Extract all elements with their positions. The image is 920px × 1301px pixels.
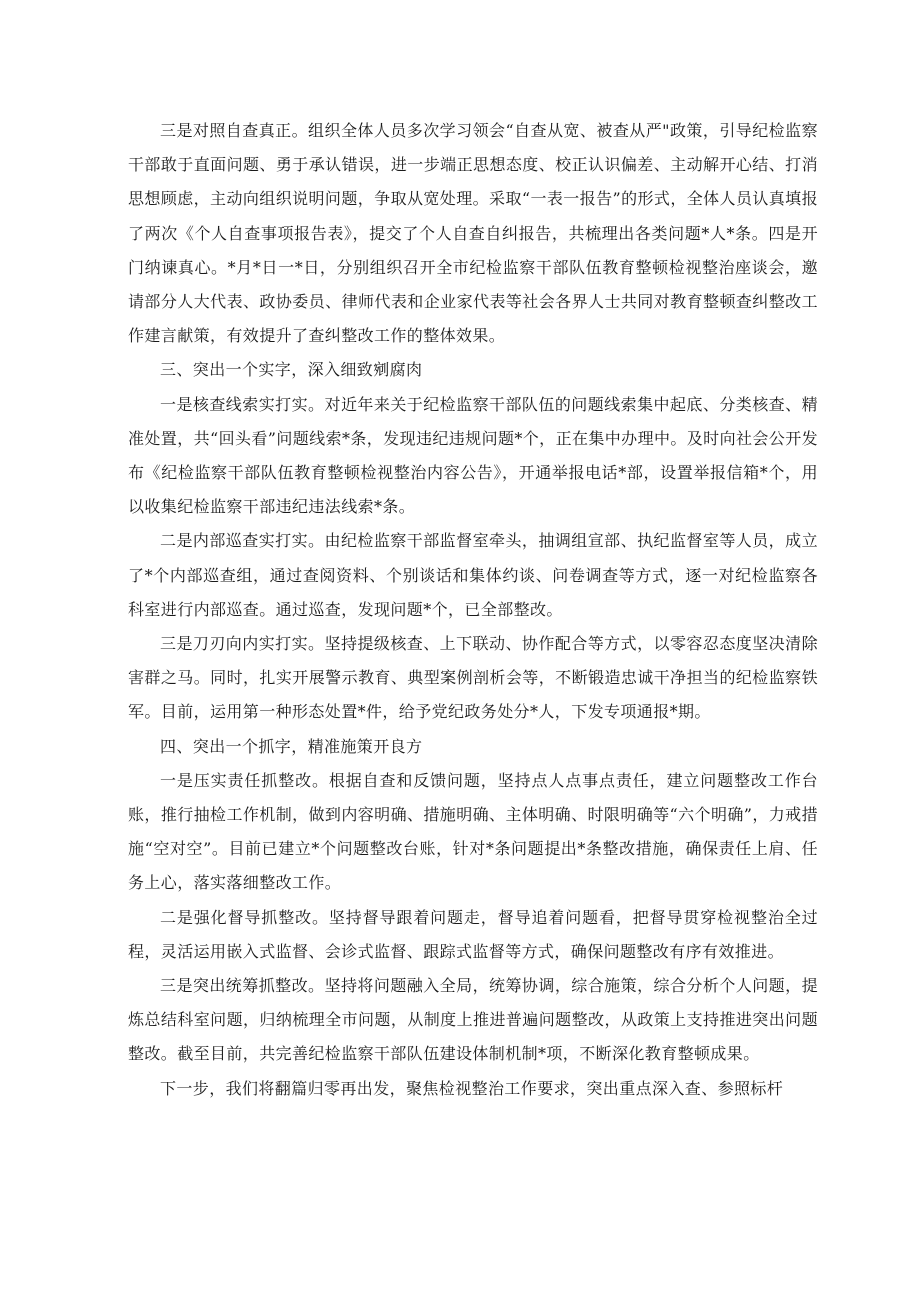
paragraph-blade-inward: 三是刀刃向内实打实。坚持提级核查、上下联动、协作配合等方式，以零容忍态度坚决清除害群之马。同时，扎实开展警示教育、典型案例剖析会等，不断锻造忠诚干净担当的纪检监察铁军。目前，运用第一种形态处置*件，给予党纪政务处分*人，下发专项通报*期。 (128, 634, 818, 722)
paragraph-clue-verification: 一是核查线索实打实。对近年来关于纪检监察干部队伍的问题线索集中起底、分类核查、精准处置，共“回头看”问题线索*条，发现违纪违规问题*个，正在集中办理中。及时向社会公开发布《纪检监察干部队伍教育整顿检视整治内容公告》，开通举报电话*部，设置举报信箱*个，用以收集纪检监察干部违纪违法线索*条。 (128, 394, 818, 517)
paragraph-responsibility: 一是压实责任抓整改。根据自查和反馈问题，坚持点人点事点责任，建立问题整改工作台账，推行抽检工作机制，做到内容明确、措施明确、主体明确、时限明确等“六个明确”，力戒措施“空对空”。目前已建立*个问题整改台账，针对*条问题提出*条整改措施，确保责任上肩、任务上心，落实落细整改工作。 (128, 770, 818, 893)
paragraph-supervision: 二是强化督导抓整改。坚持督导跟着问题走，督导追着问题看，把督导贯穿检视整治全过程，灵活运用嵌入式监督、会诊式监督、跟踪式监督等方式，确保问题整改有序有效推进。 (128, 907, 818, 961)
section-heading-3: 三、突出一个实字，深入细致剜腐肉 (160, 360, 423, 380)
paragraph-coordination: 三是突出统筹抓整改。坚持将问题融入全局，统筹协调，综合施策，综合分析个人问题，提炼总结科室问题，归纳梳理全市问题，从制度上推进普遍问题整改，从政策上支持推进突出问题整改。截至目前，共完善纪检监察干部队伍建设体制机制*项，不断深化教育整顿成果。 (128, 976, 818, 1064)
paragraph-next-step: 下一步，我们将翻篇归零再出发，聚焦检视整治工作要求，突出重点深入查、参照标杆 (160, 1078, 784, 1098)
section-heading-4: 四、突出一个抓字，精准施策开良方 (160, 736, 423, 756)
paragraph-internal-inspection: 二是内部巡查实打实。由纪检监察干部监督室牵头，抽调组宣部、执纪监督室等人员，成立了*个内部巡查组，通过查阅资料、个别谈话和集体约谈、问卷调查等方式，逐一对纪检监察各科室进行内部巡查。通过巡查，发现问题*个，已全部整改。 (128, 531, 818, 619)
document-body (128, 114, 818, 1106)
paragraph-self-check: 三是对照自查真正。组织全体人员多次学习领会“自查从宽、被查从严"政策，引导纪检监察干部敢于直面问题、勇于承认错误，进一步端正思想态度、校正认识偏差、主动解开心结、打消思想顾虑，主动向组织说明问题，争取从宽处理。采取“一表一报告”的形式，全体人员认真填报了两次《个人自查事项报告表》，提交了个人自查自纠报告，共梳理出各类问题*人*条。四是开门纳谏真心。*月*日一*日，分别组织召开全市纪检监察干部队伍教育整顿检视整治座谈会，邀请部分人大代表、政协委员、律师代表和企业家代表等社会各界人士共同对教育整顿查纠整改工作建言献策，有效提升了查纠整改工作的整体效果。 (128, 121, 818, 346)
